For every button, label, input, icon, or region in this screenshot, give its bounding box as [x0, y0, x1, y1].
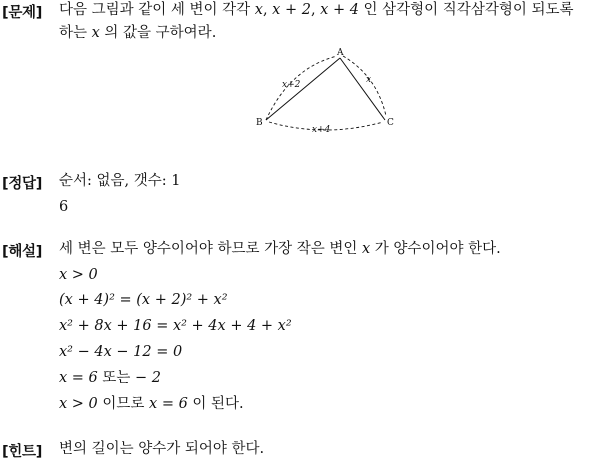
problem-text-prefix: 다음 그림과 같이 세 변이 각각 — [59, 2, 255, 18]
solution-intro-var: x — [362, 241, 371, 257]
problem-separator-2: , — [310, 2, 321, 18]
side-ab-label: x+2 — [282, 80, 301, 90]
solution-step-1: x > 0 — [59, 267, 98, 283]
solution-conclusion-cond: x > 0 — [59, 396, 98, 412]
vertex-b-label: B — [256, 118, 263, 128]
problem-line2-var: x — [91, 25, 100, 41]
problem-line2-prefix: 하는 — [59, 25, 92, 41]
solution-roots — [59, 369, 161, 387]
problem-side-1: x — [254, 2, 263, 18]
problem-line-1 — [59, 1, 573, 19]
solution-intro-prefix: 세 변은 모두 양수이어야 하므로 가장 작은 변인 — [59, 241, 363, 257]
hint-tag: [힌트] — [2, 444, 43, 460]
answer-tag: [정답] — [2, 176, 43, 192]
vertex-c-label: C — [387, 118, 394, 128]
problem-text-suffix: 인 삼각형이 직각삼각형이 되도록 — [358, 2, 574, 18]
answer-value: 6 — [59, 199, 69, 215]
hint-text: 변의 길이는 양수가 되어야 한다. — [59, 441, 265, 457]
problem-side-3: x + 4 — [320, 2, 359, 18]
solution-tag: [해설] — [2, 244, 43, 260]
solution-conclusion-suffix: 이 된다. — [187, 396, 244, 412]
problem-tag: [문제] — [2, 5, 43, 21]
solution-step-3: x² + 8x + 16 = x² + 4x + 4 + x² — [59, 318, 292, 334]
triangle-diagram — [245, 46, 405, 141]
solution-intro — [59, 240, 501, 258]
side-ac-line — [340, 58, 385, 120]
arc-ac — [343, 56, 386, 116]
arc-ab — [266, 56, 337, 120]
solution-roots-middle: 또는 — [97, 370, 136, 386]
problem-side-2: x + 2 — [272, 2, 311, 18]
solution-intro-suffix: 가 양수이어야 한다. — [370, 241, 501, 257]
side-bc-label: x+4 — [312, 125, 331, 135]
solution-step-4: x² − 4x − 12 = 0 — [59, 344, 183, 360]
problem-line-2 — [59, 24, 216, 42]
triangle-figure — [245, 46, 405, 141]
answer-meta: 순서: 없음, 갯수: 1 — [59, 173, 181, 189]
solution-step-2: (x + 4)² = (x + 2)² + x² — [59, 292, 228, 308]
vertex-a-label: A — [337, 48, 344, 58]
problem-line2-suffix: 의 값을 구하여라. — [99, 25, 217, 41]
solution-conclusion — [59, 395, 244, 413]
solution-conclusion-mid: 이므로 — [97, 396, 150, 412]
solution-root-1: x = 6 — [59, 370, 98, 386]
solution-root-2: − 2 — [135, 370, 161, 386]
problem-separator-1: , — [262, 2, 273, 18]
side-ab-line — [266, 58, 340, 120]
solution-conclusion-result: x = 6 — [149, 396, 188, 412]
side-ac-label: x — [366, 75, 372, 85]
